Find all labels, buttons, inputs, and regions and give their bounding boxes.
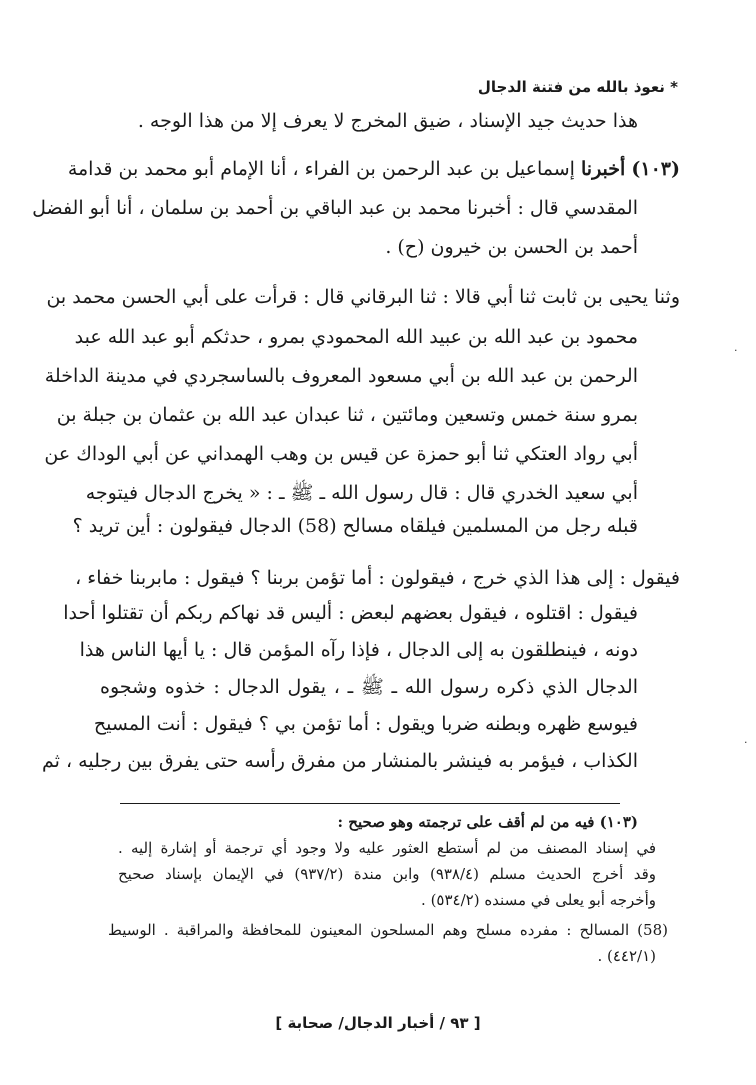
p2-line-4: بمرو سنة خمس وتسعين ومائتين ، ثنا عبدان عبد الله بن عثمان بن جبلة بن [56, 404, 638, 426]
p103-lead: أخبرنا [581, 158, 626, 180]
footnote-103-line-3: وأخرجه أبو يعلى في مسنده (٥٣٤/٢) . [421, 891, 656, 909]
footnote-103-line-2: وقد أخرج الحديث مسلم (٩٣٨/٤) وابن مندة (٩٣٧/٢) في الإيمان بإسناد صحيح [118, 865, 656, 883]
footnote-58-line-1: (58) المسالح : مفرده مسلح وهم المسلحون المعينون للمحافظة والمراقبة . الوسيط [108, 921, 668, 939]
p2-line-5: أبي رواد العتكي ثنا أبو حمزة عن قيس بن وهب الهمداني عن أبي الوداك عن [44, 443, 638, 465]
footnote-103-heading: (١٠٣) فيه من لم أقف على ترجمته وهو صحيح : [337, 813, 638, 831]
p103-line-3: أحمد بن الحسن بن خيرون (ح) . [385, 236, 638, 258]
footnote-divider [120, 803, 620, 804]
p2-line-3: الرحمن بن عبد الله بن أبي مسعود المعروف بالساسجردي في مدينة الداخلة [44, 365, 638, 387]
p2-line-2: محمود بن عبد الله بن عبيد الله المحمودي بمرو ، حدثكم أبو عبد الله عبد [74, 326, 638, 348]
margin-speck: · [734, 344, 738, 357]
p3-line-4: الدجال الذي ذكره رسول الله ـ ﷺ ـ ، يقول الدجال : خذوه وشجوه [100, 676, 638, 698]
running-header: * نعوذ بالله من فتنة الدجال [477, 78, 678, 96]
p2-line-7: قبله رجل من المسلمين فيلقاه مسالح (58) الدجال فيقولون : أين تريد ؟ [72, 515, 638, 537]
p2-line-6: أبي سعيد الخدري قال : قال رسول الله ـ ﷺ ـ : « يخرج الدجال فيتوجه [85, 482, 638, 504]
page-footer: [ ٩٣ / أخبار الدجال/ صحابة ] [275, 1014, 481, 1032]
p2-line-1: وثنا يحيى بن ثابت ثنا أبي قالا : ثنا البرقاني قال : قرأت على أبي الحسن محمد بن [46, 286, 680, 308]
p3-line-2: فيقول : اقتلوه ، فيقول بعضهم لبعض : أليس قد نهاكم ربكم أن تقتلوا أحدا [63, 602, 638, 624]
footnote-58-line-2: (٤٤٢/١) . [597, 947, 656, 965]
p103-line-1 [67, 154, 680, 184]
p3-line-1: فيقول : إلى هذا الذي خرج ، فيقولون : أما تؤمن بربنا ؟ فيقول : مابربنا خفاء ، [75, 567, 680, 589]
intro-line: هذا حديث جيد الإسناد ، ضيق المخرج لا يعرف إلا من هذا الوجه . [137, 110, 638, 132]
margin-speck: · [744, 736, 748, 749]
p103-line-2: المقدسي قال : أخبرنا محمد بن عبد الباقي بن أحمد بن سلمان ، أنا أبو الفضل [32, 197, 638, 219]
p3-line-3: دونه ، فينطلقون به إلى الدجال ، فإذا رآه المؤمن قال : يا أيها الناس هذا [79, 639, 638, 661]
p3-line-6: الكذاب ، فيؤمر به فينشر بالمنشار من مفرق رأسه حتى يفرق بين رجليه ، ثم [42, 750, 638, 772]
p103-text: إسماعيل بن عبد الرحمن بن الفراء ، أنا الإمام أبو محمد بن قدامة [67, 158, 575, 180]
footnote-103-line-1: في إسناد المصنف من لم أستطع العثور عليه ولا وجود أي ترجمة أو إشارة إليه . [118, 839, 656, 857]
p103-number: (١٠٣) [631, 158, 680, 180]
p3-line-5: فيوسع ظهره وبطنه ضربا ويقول : أما تؤمن بي ؟ فيقول : أنت المسيح [93, 713, 638, 735]
